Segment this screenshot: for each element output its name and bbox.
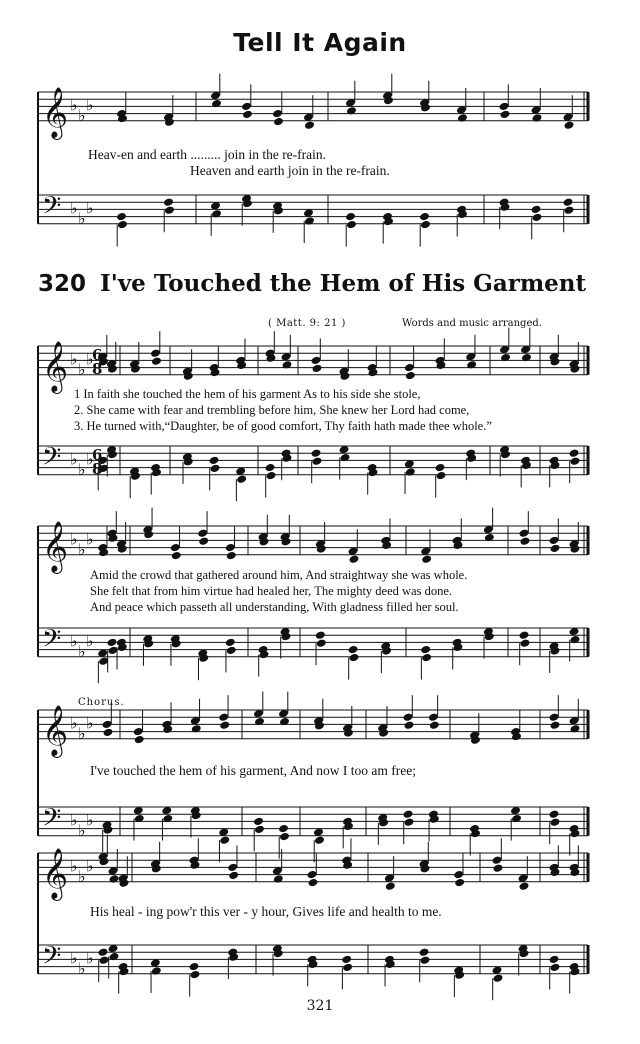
- time-signature: 8: [92, 360, 103, 378]
- flat-icon: ♭: [78, 209, 86, 229]
- note-head: [429, 720, 440, 730]
- flat-icon: ♭: [86, 95, 94, 115]
- note-head: [316, 638, 327, 648]
- lyric-line: Heaven and earth join in the re-frain.: [190, 163, 390, 178]
- flat-icon: ♭: [78, 821, 86, 841]
- note-head: [226, 646, 237, 656]
- note-head: [340, 453, 351, 463]
- flat-icon: ♭: [70, 198, 78, 218]
- bass-clef-icon: 𝄢: [42, 442, 62, 478]
- note-head: [550, 963, 561, 973]
- note-head: [570, 456, 581, 466]
- flat-icon: ♭: [86, 349, 94, 369]
- chorus-line: I've touched the hem of his garment, And now I too am free;: [90, 763, 416, 778]
- note-head: [349, 554, 360, 564]
- note-head: [253, 817, 264, 827]
- flat-icon: ♭: [70, 810, 78, 830]
- note-head: [549, 955, 560, 965]
- bass-clef-icon: 𝄢: [42, 191, 62, 227]
- note-head: [254, 717, 265, 727]
- hymn-number: 320: [38, 271, 87, 297]
- treble-clef-icon: 𝄞: [42, 520, 69, 572]
- time-signature: 6: [92, 446, 103, 464]
- verse-line: 2. She came with fear and trembling before him, She knew her Lord had come,: [74, 403, 470, 417]
- note-head: [162, 814, 173, 824]
- flat-icon: ♭: [78, 460, 86, 480]
- note-head: [189, 962, 200, 972]
- flat-icon: ♭: [86, 529, 94, 549]
- treble-clef-icon: 𝄞: [42, 340, 69, 392]
- note-head: [519, 881, 530, 891]
- flat-icon: ♭: [86, 948, 94, 968]
- note-head: [570, 635, 581, 645]
- note-head: [117, 220, 128, 230]
- flat-icon: ♭: [70, 449, 78, 469]
- note-head: [346, 220, 357, 230]
- chorus-label: Chorus.: [78, 697, 125, 708]
- note-head: [550, 720, 561, 730]
- note-head: [134, 735, 145, 745]
- lyric-line: Heav-en and earth ......... join in the re-frain.: [88, 147, 327, 162]
- flat-icon: ♭: [86, 810, 94, 830]
- note-head: [278, 824, 289, 834]
- bass-clef-icon: 𝄢: [42, 803, 62, 839]
- note-head: [550, 817, 561, 827]
- note-head: [266, 471, 277, 481]
- note-head: [569, 448, 580, 458]
- note-head: [419, 212, 430, 222]
- flat-icon: ♭: [70, 948, 78, 968]
- note-head: [151, 966, 162, 976]
- note-head: [493, 863, 504, 873]
- note-head: [454, 878, 465, 888]
- note-head: [198, 536, 209, 546]
- note-head: [520, 536, 531, 546]
- verse-line: She felt that from him virtue had healed her, The mighty deed was done.: [90, 584, 453, 598]
- note-head: [163, 197, 174, 207]
- note-head: [107, 638, 118, 648]
- flat-icon: ♭: [78, 360, 86, 380]
- note-head: [164, 205, 175, 215]
- note-head: [308, 878, 319, 888]
- note-head: [421, 653, 432, 663]
- note-head: [282, 360, 293, 370]
- note-head: [511, 814, 522, 824]
- note-head: [315, 630, 326, 640]
- note-head: [312, 364, 323, 374]
- song-title: Tell It Again: [233, 28, 407, 57]
- note-head: [419, 947, 430, 957]
- flat-icon: ♭: [78, 867, 86, 887]
- verse-line: And peace which passeth all understanding, With gladness filled her soul.: [90, 600, 459, 614]
- scripture-reference: ( Matt. 9: 21 ): [268, 318, 346, 329]
- note-head: [520, 638, 531, 648]
- note-head: [420, 955, 431, 965]
- note-head: [500, 110, 511, 120]
- note-head: [421, 554, 432, 564]
- note-head: [191, 724, 202, 734]
- note-head: [103, 728, 114, 738]
- note-head: [151, 356, 162, 366]
- note-head: [435, 463, 446, 473]
- flat-icon: ♭: [70, 529, 78, 549]
- note-head: [242, 110, 253, 120]
- flat-icon: ♭: [78, 540, 86, 560]
- note-head: [209, 456, 220, 466]
- note-head: [254, 825, 265, 835]
- flat-icon: ♭: [86, 856, 94, 876]
- flat-icon: ♭: [70, 631, 78, 651]
- flat-icon: ♭: [78, 106, 86, 126]
- hymn-title: I've Touched the Hem of His Garment: [100, 270, 587, 297]
- note-head: [211, 99, 222, 109]
- note-head: [99, 955, 110, 965]
- note-head: [549, 809, 560, 819]
- note-head: [171, 551, 182, 561]
- note-head: [98, 947, 109, 957]
- flat-icon: ♭: [70, 856, 78, 876]
- flat-icon: ♭: [78, 642, 86, 662]
- note-head: [265, 463, 276, 473]
- note-head: [403, 809, 414, 819]
- bass-clef-icon: 𝄢: [42, 941, 62, 977]
- note-head: [404, 817, 415, 827]
- note-head: [531, 205, 542, 215]
- flat-icon: ♭: [70, 713, 78, 733]
- note-head: [532, 113, 543, 123]
- note-head: [345, 212, 356, 222]
- treble-clef-icon: 𝄞: [42, 86, 69, 138]
- note-head: [279, 717, 290, 727]
- note-head: [385, 881, 396, 891]
- note-head: [190, 970, 201, 980]
- verse-line: 1 In faith she touched the hem of his garment As to his side she stole,: [74, 387, 421, 401]
- note-head: [225, 638, 236, 648]
- note-head: [273, 874, 284, 884]
- note-head: [134, 814, 145, 824]
- note-head: [210, 464, 221, 474]
- note-head: [109, 874, 120, 884]
- time-signature: 6: [92, 346, 103, 364]
- bass-clef-icon: 𝄢: [42, 624, 62, 660]
- treble-clef-icon: 𝄞: [42, 847, 69, 899]
- note-head: [116, 212, 127, 222]
- time-signature: 8: [92, 460, 103, 478]
- note-head: [521, 353, 532, 363]
- note-head: [405, 371, 416, 381]
- flat-icon: ♭: [86, 449, 94, 469]
- note-head: [279, 832, 290, 842]
- flat-icon: ♭: [86, 198, 94, 218]
- flat-icon: ♭: [78, 959, 86, 979]
- note-head: [404, 720, 415, 730]
- note-head: [236, 474, 247, 484]
- verse-line: Amid the crowd that gathered around him, And straightway she was whole.: [90, 568, 468, 582]
- note-head: [532, 213, 543, 223]
- note-head: [493, 973, 504, 983]
- note-head: [550, 544, 561, 554]
- note-head: [304, 216, 315, 226]
- verse-line: 3. He turned with,“Daughter, be of good comfort, Thy faith hath made thee whole.”: [74, 419, 492, 433]
- note-head: [348, 645, 359, 655]
- note-head: [500, 353, 511, 363]
- note-head: [304, 120, 315, 130]
- flat-icon: ♭: [78, 724, 86, 744]
- flat-icon: ♭: [70, 95, 78, 115]
- note-head: [211, 209, 222, 219]
- chorus-line: His heal - ing pow'r this ver - y hour, Gives life and health to me.: [90, 904, 442, 919]
- note-head: [226, 551, 237, 561]
- note-head: [314, 835, 325, 845]
- note-head: [519, 630, 530, 640]
- note-head: [228, 871, 239, 881]
- note-head: [564, 120, 575, 130]
- note-head: [312, 456, 323, 466]
- credit-line: Words and music arranged.: [402, 318, 542, 329]
- note-head: [436, 471, 447, 481]
- note-head: [109, 952, 120, 962]
- note-head: [484, 533, 495, 543]
- note-head: [563, 197, 574, 207]
- note-head: [311, 448, 322, 458]
- note-head: [405, 467, 416, 477]
- note-head: [349, 653, 360, 663]
- note-head: [346, 106, 357, 116]
- note-head: [342, 963, 353, 973]
- note-head: [420, 220, 431, 230]
- treble-clef-icon: 𝄞: [42, 704, 69, 756]
- note-head: [219, 835, 230, 845]
- note-head: [273, 117, 284, 127]
- note-head: [341, 955, 352, 965]
- note-head: [420, 645, 431, 655]
- page-number: 321: [306, 998, 334, 1014]
- flat-icon: ♭: [86, 631, 94, 651]
- flat-icon: ♭: [86, 713, 94, 733]
- note-head: [564, 205, 575, 215]
- flat-icon: ♭: [70, 349, 78, 369]
- note-head: [570, 724, 581, 734]
- note-head: [219, 720, 230, 730]
- note-head: [466, 360, 477, 370]
- note-head: [457, 113, 468, 123]
